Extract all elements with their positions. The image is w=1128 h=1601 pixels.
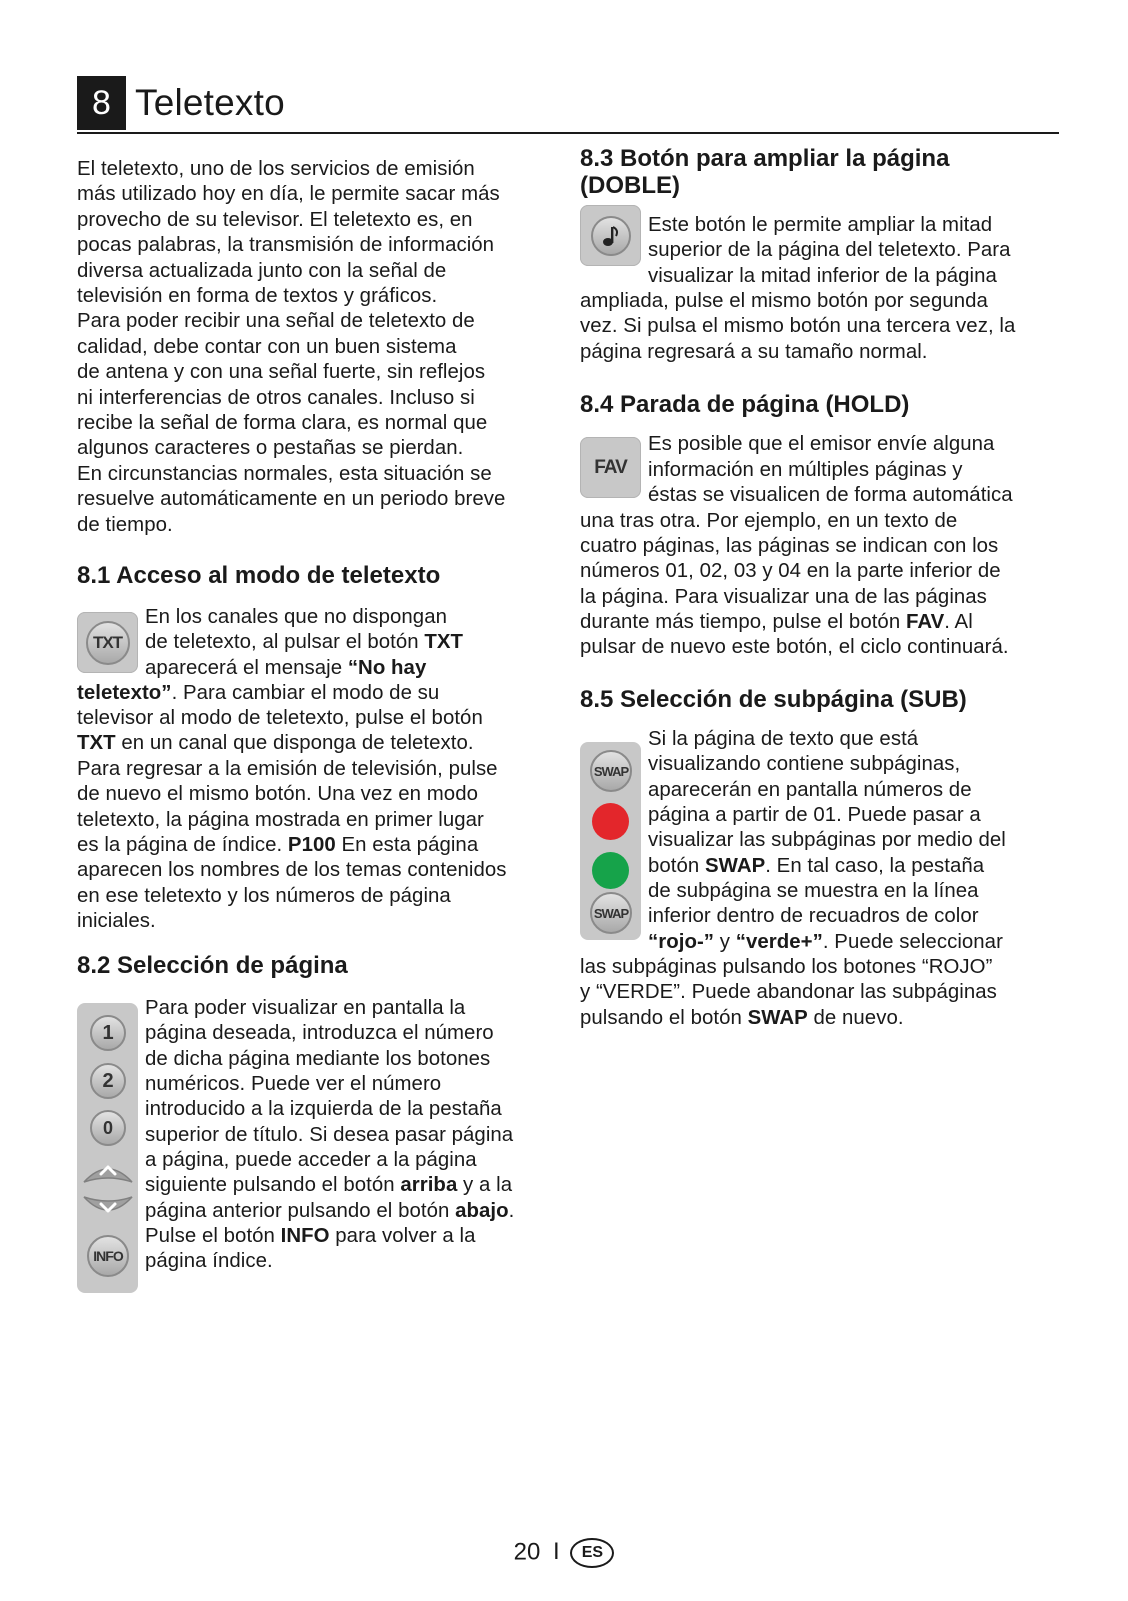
s81-line: televisor al modo de teletexto, pulse el botón: [77, 707, 483, 729]
page-footer: [0, 1538, 1128, 1568]
red-button-icon: [592, 803, 629, 840]
s82-line: siguiente pulsando el botón arriba y a la: [145, 1174, 513, 1196]
intro-line: recibe la señal de forma clara, es normal que: [77, 412, 488, 434]
intro-line: calidad, debe contar con un buen sistema: [77, 335, 457, 358]
chapter-number: 8: [77, 76, 126, 130]
s84-line: números 01, 02, 03 y 04 en la parte inferior de: [580, 560, 1001, 582]
intro-line: ni interferencias de otros canales. Incluso si: [77, 386, 475, 409]
s84-line: Es posible que el emisor envíe alguna: [648, 433, 995, 455]
s85-line: inferior dentro de recuadros de color: [648, 905, 979, 927]
s81-line: iniciales.: [77, 910, 156, 932]
s83-line: vez. Si pulsa el mismo botón una tercera vez, la: [580, 315, 1016, 337]
s81-line: teletexto”. Para cambiar el modo de su: [77, 682, 440, 704]
s83-line: página regresará a su tamaño normal.: [580, 341, 928, 363]
section-8-5-title: 8.5 Selección de subpágina (SUB): [580, 686, 967, 713]
s82-line: página deseada, introduzca el número: [145, 1022, 494, 1044]
page-selection-button-panel: [77, 1003, 138, 1293]
info-button-icon: INFO: [87, 1235, 129, 1277]
intro-line: más utilizado hoy en día, le permite sacar más: [77, 183, 500, 206]
txt-button-panel: [77, 612, 138, 673]
s82-line: página anterior pulsando el botón abajo.: [145, 1200, 515, 1222]
swap-button-icon: SWAP: [590, 892, 632, 934]
s81-line: aparecen los nombres de los temas contenidos: [77, 859, 507, 881]
intro-line: Para poder recibir una señal de teletexto de: [77, 310, 475, 333]
s83-line: superior de la página del teletexto. Para: [648, 239, 1011, 261]
s85-line: “rojo-” y “verde+”. Puede seleccionar: [648, 931, 1003, 953]
s85-line: visualizando contiene subpáginas,: [648, 753, 961, 775]
language-badge: ES: [570, 1538, 614, 1568]
s81-line: aparecerá el mensaje “No hay: [145, 657, 427, 679]
double-button-panel: [580, 205, 641, 266]
green-button-icon: [592, 852, 629, 889]
s85-line: pulsando el botón SWAP de nuevo.: [580, 1007, 904, 1029]
section-8-4-title: 8.4 Parada de página (HOLD): [580, 391, 910, 418]
digit-0-button-icon: 0: [90, 1110, 126, 1146]
s84-line: información en múltiples páginas y: [648, 459, 963, 481]
intro-line: de antena y con una señal fuerte, sin reflejos: [77, 361, 486, 384]
section-8-2-title: 8.2 Selección de página: [77, 952, 348, 979]
s84-line: pulsar de nuevo este botón, el ciclo continuará.: [580, 636, 1009, 658]
s81-line: teletexto, la página mostrada en primer lugar: [77, 809, 484, 831]
s85-line: página a partir de 01. Puede pasar a: [648, 804, 981, 826]
music-note-icon: [591, 216, 631, 256]
s83-line: Este botón le permite ampliar la mitad: [648, 214, 993, 236]
s82-line: página índice.: [145, 1250, 273, 1272]
s85-line: y “VERDE”. Puede abandonar las subpáginas: [580, 981, 997, 1003]
s84-line: cuatro páginas, las páginas se indican con los: [580, 535, 999, 557]
s84-line: la página. Para visualizar una de las páginas: [580, 586, 987, 608]
s83-line: ampliada, pulse el mismo botón por segunda: [580, 290, 988, 312]
digit-1-button-icon: 1: [90, 1015, 126, 1051]
section-8-3-title-cont: (DOBLE): [580, 172, 680, 199]
intro-line: En circunstancias normales, esta situación se: [77, 462, 492, 485]
page-number: 20: [513, 1538, 541, 1566]
s84-line: éstas se visualicen de forma automática: [648, 484, 1013, 506]
section-8-1-title: 8.1 Acceso al modo de teletexto: [77, 562, 441, 589]
s82-line: numéricos. Puede ver el número: [145, 1073, 442, 1095]
arrow-up-icon: [82, 1156, 134, 1186]
digit-2-button-icon: 2: [90, 1063, 126, 1099]
s85-line: aparecerán en pantalla números de: [648, 779, 972, 801]
intro-line: televisión en forma de textos y gráficos.: [77, 285, 438, 307]
arrow-down-icon: [82, 1193, 134, 1223]
fav-button-panel: [580, 437, 641, 498]
s81-line: TXT en un canal que disponga de teletexto.: [77, 732, 474, 754]
footer-separator: I: [553, 1538, 560, 1566]
intro-line: resuelve automáticamente en un periodo breve: [77, 488, 506, 511]
swap-button-icon: SWAP: [590, 750, 632, 792]
chapter-header: [77, 76, 1059, 134]
s84-line: una tras otra. Por ejemplo, en un texto de: [580, 510, 958, 532]
s81-line: de teletexto, al pulsar el botón TXT: [145, 631, 464, 653]
intro-line: provecho de su televisor. El teletexto es, en: [77, 208, 473, 231]
intro-line: de tiempo.: [77, 513, 173, 536]
s82-line: superior de título. Si desea pasar página: [145, 1124, 514, 1146]
intro-line: pocas palabras, la transmisión de información: [77, 234, 495, 257]
intro-line: El teletexto, uno de los servicios de emisión: [77, 158, 475, 180]
s83-line: visualizar la mitad inferior de la página: [648, 265, 997, 287]
s82-line: de dicha página mediante los botones: [145, 1048, 491, 1070]
txt-button-icon: TXT: [86, 621, 130, 665]
intro-line: algunos caracteres o pestañas se pierdan.: [77, 437, 464, 460]
s85-line: de subpágina se muestra en la línea: [648, 880, 979, 902]
chapter-title: Teletexto: [135, 82, 285, 123]
s85-line: visualizar las subpáginas por medio del: [648, 829, 1006, 851]
s82-line: a página, puede acceder a la página: [145, 1149, 477, 1171]
s81-line: en ese teletexto y los números de página: [77, 885, 451, 907]
s81-line: En los canales que no dispongan: [145, 606, 447, 628]
s82-line: Pulse el botón INFO para volver a la: [145, 1225, 476, 1247]
s81-line: de nuevo el mismo botón. Una vez en modo: [77, 783, 478, 805]
fav-button-icon: FAV: [594, 456, 627, 478]
s82-line: Para poder visualizar en pantalla la: [145, 997, 466, 1019]
s85-line: botón SWAP. En tal caso, la pestaña: [648, 855, 985, 877]
s85-line: las subpáginas pulsando los botones “ROJO”: [580, 956, 993, 978]
intro-line: diversa actualizada junto con la señal de: [77, 259, 447, 282]
s81-line: Para regresar a la emisión de televisión, pulse: [77, 758, 498, 780]
subpage-button-panel: [580, 742, 641, 940]
s85-line: Si la página de texto que está: [648, 728, 919, 750]
s84-line: durante más tiempo, pulse el botón FAV. Al: [580, 611, 973, 633]
s82-line: introducido a la izquierda de la pestaña: [145, 1098, 502, 1120]
s81-line: es la página de índice. P100 En esta página: [77, 834, 479, 856]
section-8-3-title: 8.3 Botón para ampliar la página: [580, 145, 950, 172]
